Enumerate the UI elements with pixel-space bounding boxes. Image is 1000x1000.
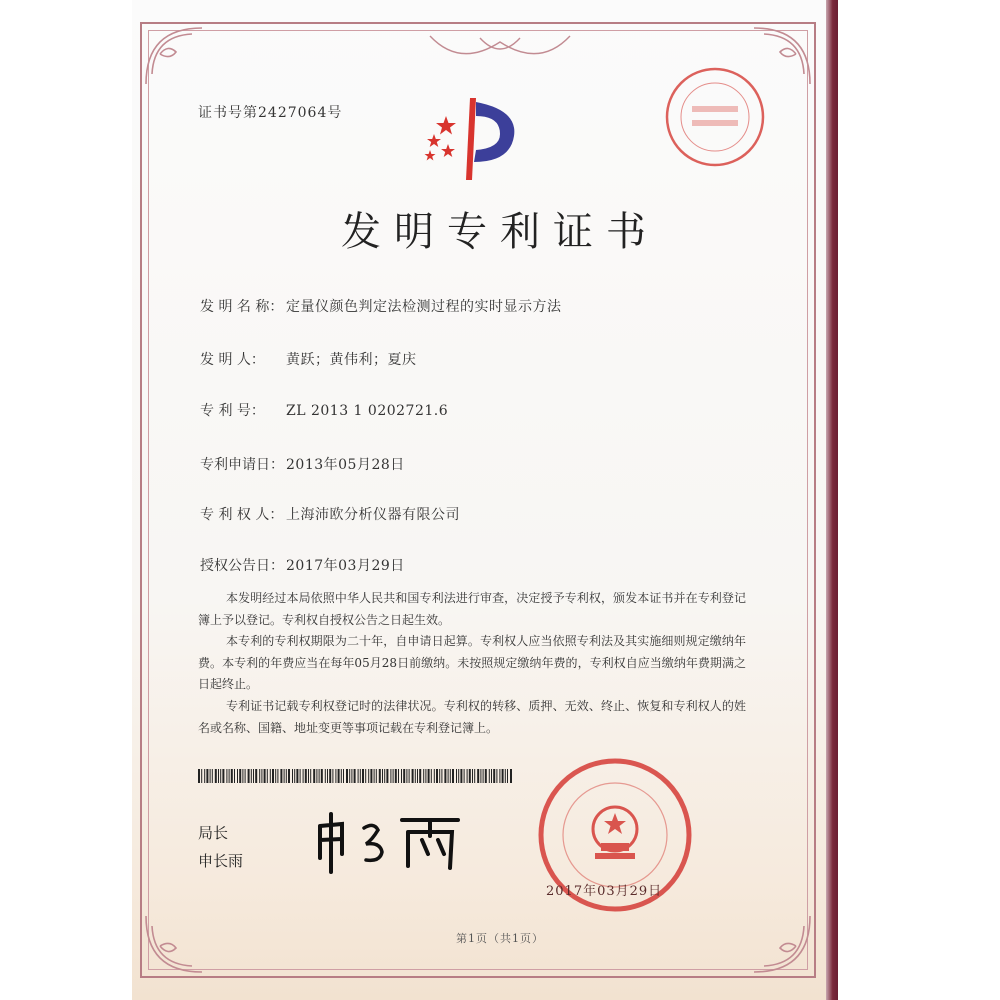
barcode-bar	[393, 769, 394, 783]
barcode-bar	[444, 769, 446, 783]
barcode-bar	[499, 769, 500, 783]
barcode-bar	[448, 769, 449, 783]
barcode-bar	[419, 769, 421, 783]
barcode-bar	[469, 769, 471, 783]
barcode-bar	[406, 769, 407, 783]
barcode-bar	[351, 769, 352, 783]
barcode-bar	[480, 769, 481, 783]
barcode-bar	[502, 769, 504, 783]
barcode-bar	[472, 769, 473, 783]
barcode-bar	[390, 769, 391, 783]
barcode-bar	[234, 769, 235, 783]
certificate-title: 发明专利证书	[341, 209, 659, 255]
barcode-bar	[329, 769, 331, 783]
barcode-bar	[201, 769, 202, 783]
barcode-bar	[474, 769, 475, 783]
barcode-bar	[398, 769, 399, 783]
barcode-bar	[477, 769, 479, 783]
barcode-bar	[248, 769, 250, 783]
barcode	[198, 768, 512, 782]
barcode-bar	[335, 769, 336, 783]
barcode-bar	[198, 769, 200, 783]
barcode-bar	[403, 769, 405, 783]
certificate-number: 证书号第2427064号	[198, 105, 343, 121]
barcode-bar	[452, 769, 454, 783]
barcode-bar	[401, 769, 402, 783]
barcode-bar	[360, 769, 361, 783]
barcode-bar	[204, 769, 205, 783]
barcode-bar	[491, 769, 492, 783]
barcode-bar	[267, 769, 268, 783]
barcode-bar	[327, 769, 328, 783]
barcode-bar	[382, 769, 383, 783]
field-value: 2013年05月28日	[286, 457, 405, 473]
registration-seal-stamp	[662, 64, 768, 170]
barcode-bar	[354, 769, 356, 783]
barcode-bar	[300, 769, 301, 783]
field-value: 上海沛欧分析仪器有限公司	[286, 507, 460, 523]
field-inventors	[200, 349, 417, 369]
barcode-bar	[310, 769, 311, 783]
barcode-bar	[485, 769, 487, 783]
barcode-bar	[226, 769, 227, 783]
barcode-bar	[210, 769, 211, 783]
field-value: 2017年03月29日	[286, 558, 405, 574]
barcode-bar	[425, 769, 426, 783]
field-value: 黄跃；黄伟利；夏庆	[286, 352, 417, 368]
barcode-bar	[277, 769, 278, 783]
cover-edge	[826, 0, 838, 1000]
barcode-bar	[395, 769, 397, 783]
page-indicator: 第1页（共1页）	[456, 932, 544, 945]
signatory-name: 申长雨	[198, 852, 244, 870]
barcode-bar	[229, 769, 230, 783]
barcode-bar	[505, 769, 506, 783]
barcode-bar	[496, 769, 497, 783]
field-label: 专利申请日：	[200, 457, 284, 473]
field-filing-date	[200, 454, 405, 474]
barcode-bar	[456, 769, 457, 783]
barcode-bar	[272, 769, 274, 783]
barcode-bar	[415, 769, 416, 783]
barcode-bar	[255, 769, 257, 783]
barcode-bar	[507, 769, 508, 783]
barcode-bar	[270, 769, 271, 783]
barcode-bar	[239, 769, 241, 783]
barcode-bar	[358, 769, 359, 783]
barcode-bar	[288, 769, 290, 783]
barcode-bar	[305, 769, 307, 783]
field-label: 发 明 人：	[200, 352, 265, 368]
top-flourish-ornament	[420, 28, 580, 72]
barcode-bar	[341, 769, 342, 783]
field-label: 发 明 名 称：	[200, 299, 284, 315]
corner-ornament-top-left	[142, 24, 212, 94]
field-patentee	[200, 504, 460, 524]
barcode-bar	[222, 769, 224, 783]
barcode-bar	[409, 769, 410, 783]
barcode-bar	[349, 769, 350, 783]
barcode-bar	[280, 769, 282, 783]
field-invention-name	[200, 296, 562, 316]
barcode-bar	[319, 769, 320, 783]
barcode-bar	[423, 769, 424, 783]
barcode-bar	[294, 769, 295, 783]
barcode-bar	[464, 769, 465, 783]
barcode-bar	[467, 769, 468, 783]
field-grant-date	[200, 555, 405, 575]
barcode-bar	[374, 769, 375, 783]
body-paragraph: 本发明经过本局依照中华人民共和国专利法进行审查，决定授予专利权，颁发本证书并在专利登记簿上予以登记。专利权自授权公告之日起生效。	[198, 591, 746, 627]
barcode-bar	[332, 769, 333, 783]
barcode-bar	[365, 769, 366, 783]
barcode-bar	[460, 769, 462, 783]
barcode-bar	[417, 769, 418, 783]
barcode-bar	[292, 769, 293, 783]
field-patent-number	[200, 400, 448, 420]
barcode-bar	[386, 769, 388, 783]
barcode-bar	[264, 769, 266, 783]
field-value: ZL 2013 1 0202721.6	[286, 403, 449, 419]
signatory-title: 局长	[198, 824, 229, 842]
barcode-bar	[384, 769, 385, 783]
barcode-bar	[253, 769, 254, 783]
barcode-bar	[284, 769, 285, 783]
barcode-bar	[325, 769, 326, 783]
barcode-bar	[261, 769, 262, 783]
barcode-bar	[368, 769, 369, 783]
barcode-bar	[343, 769, 344, 783]
barcode-bar	[215, 769, 217, 783]
barcode-bar	[434, 769, 435, 783]
barcode-bar	[379, 769, 381, 783]
barcode-bar	[316, 769, 317, 783]
barcode-bar	[370, 769, 372, 783]
barcode-bar	[303, 769, 304, 783]
barcode-bar	[296, 769, 298, 783]
certificate-body-text	[198, 588, 746, 739]
barcode-bar	[441, 769, 442, 783]
barcode-bar	[510, 769, 512, 783]
barcode-bar	[308, 769, 309, 783]
handwritten-signature	[312, 806, 468, 876]
barcode-bar	[220, 769, 221, 783]
barcode-bar	[286, 769, 287, 783]
barcode-bar	[436, 769, 438, 783]
barcode-bar	[251, 769, 252, 783]
barcode-bar	[483, 769, 484, 783]
barcode-bar	[242, 769, 243, 783]
barcode-bar	[428, 769, 430, 783]
body-paragraph: 本专利的专利权期限为二十年，自申请日起算。专利权人应当依照专利法及其实施细则规定缴纳年费。本专利的年费应当在每年05月28日前缴纳。未按照规定缴纳年费的，专利权自应当缴纳年费期满之日起终止。	[198, 634, 746, 692]
barcode-bar	[450, 769, 451, 783]
barcode-bar	[321, 769, 323, 783]
barcode-bar	[275, 769, 276, 783]
barcode-bar	[376, 769, 377, 783]
barcode-bar	[362, 769, 364, 783]
barcode-bar	[439, 769, 440, 783]
barcode-bar	[313, 769, 315, 783]
barcode-bar	[245, 769, 246, 783]
barcode-bar	[458, 769, 459, 783]
barcode-bar	[206, 769, 208, 783]
field-label: 授权公告日：	[200, 558, 284, 574]
barcode-bar	[346, 769, 348, 783]
barcode-bar	[237, 769, 238, 783]
field-label: 专 利 号：	[200, 403, 265, 419]
barcode-bar	[212, 769, 213, 783]
patent-office-logo-icon	[410, 92, 522, 184]
barcode-bar	[412, 769, 414, 783]
field-value: 定量仪颜色判定法检测过程的实时显示方法	[286, 299, 562, 315]
barcode-bar	[431, 769, 432, 783]
barcode-bar	[489, 769, 490, 783]
barcode-bar	[231, 769, 233, 783]
body-paragraph: 专利证书记载专利权登记时的法律状况。专利权的转移、质押、无效、终止、恢复和专利权人的姓名或名称、国籍、地址变更等事项记载在专利登记簿上。	[198, 698, 746, 735]
barcode-bar	[218, 769, 219, 783]
barcode-bar	[493, 769, 495, 783]
barcode-bar	[259, 769, 260, 783]
field-label: 专 利 权 人：	[200, 507, 284, 523]
seal-date: 2017年03月29日	[546, 884, 663, 899]
barcode-bar	[338, 769, 340, 783]
